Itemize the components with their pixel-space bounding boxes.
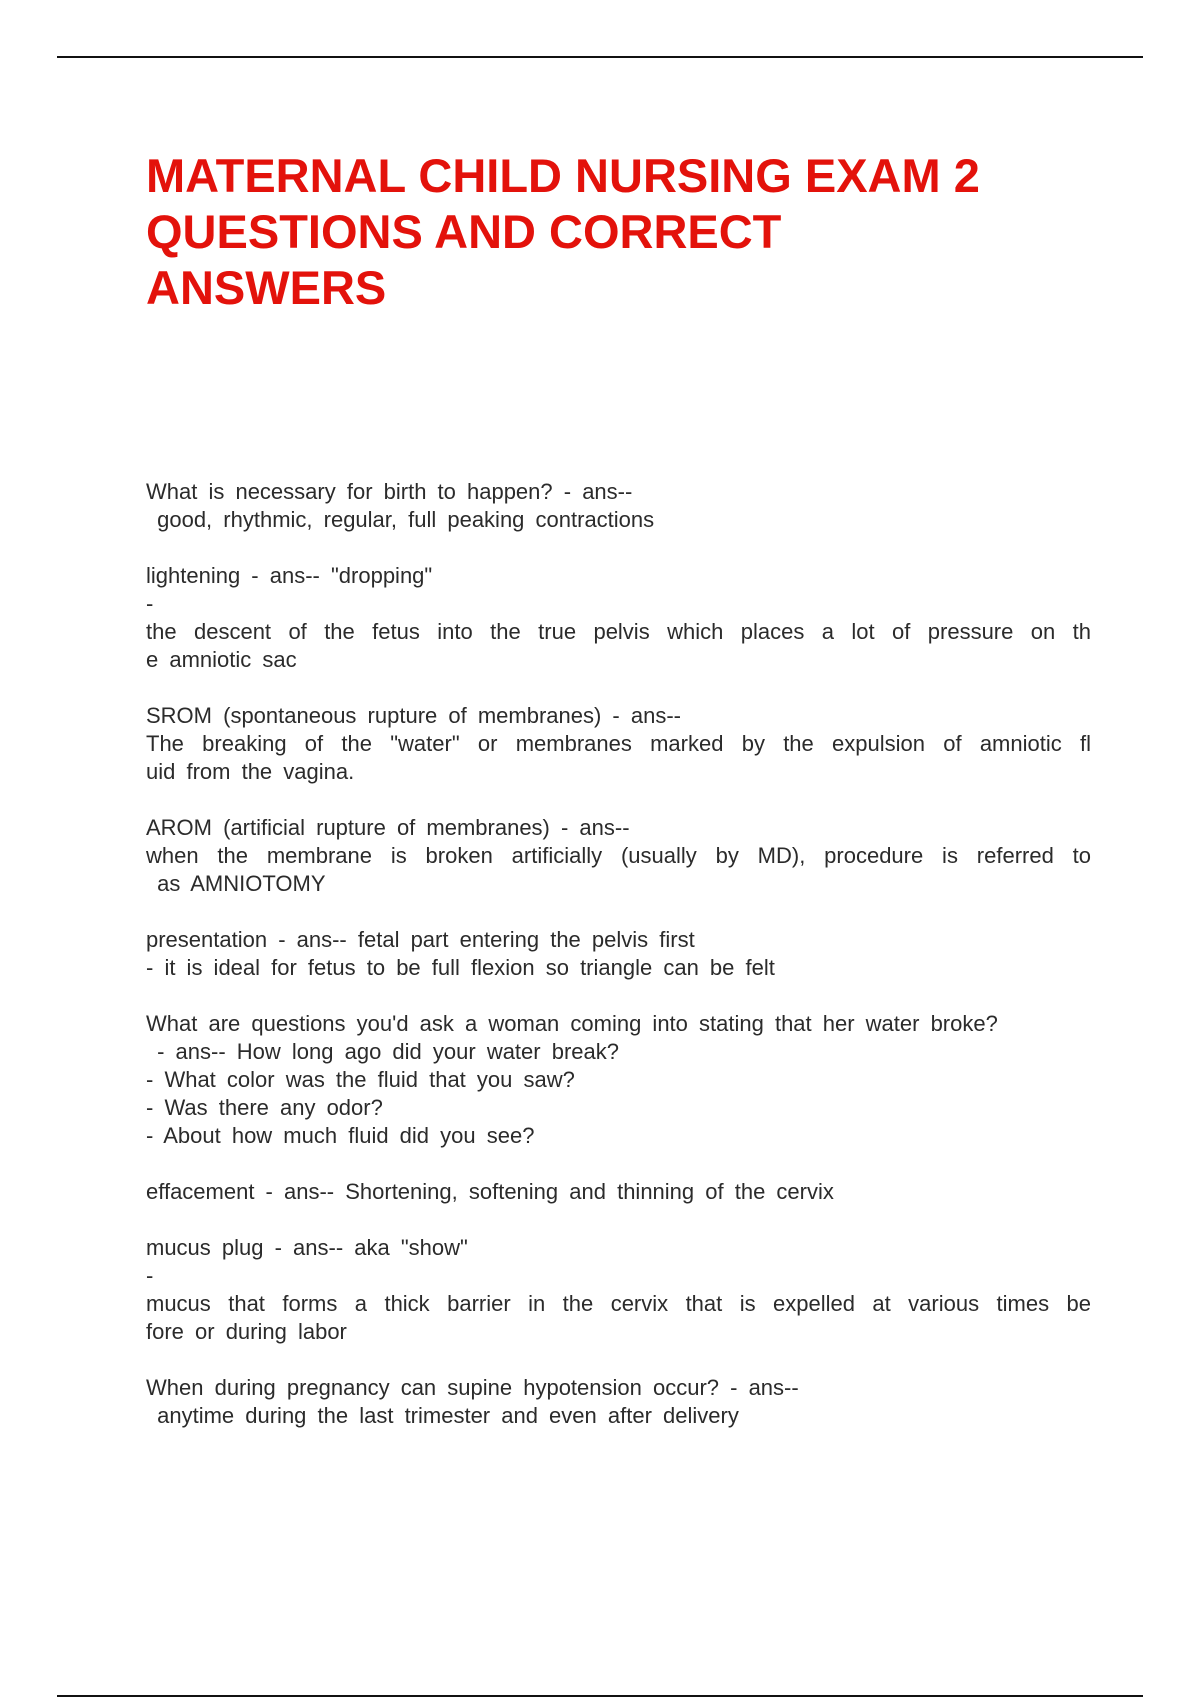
qa-line: - About how much fluid did you see? [146,1123,535,1148]
qa-item [146,1010,1091,1150]
qa-line: anytime during the last trimester and even after delivery [146,1403,739,1428]
title-line: ANSWERS [146,261,387,314]
qa-line: lightening - ans-- "dropping" [146,563,433,588]
qa-item [146,478,1091,534]
qa-line: SROM (spontaneous rupture of membranes) - ans-- [146,703,681,728]
qa-item [146,926,1091,982]
qa-line: When during pregnancy can supine hypotension occur? - ans-- [146,1375,799,1400]
qa-item [146,1374,1091,1430]
qa-line: good, rhythmic, regular, full peaking contractions [146,507,655,532]
qa-line: uid from the vagina. [146,759,355,784]
qa-line: - it is ideal for fetus to be full flexion so triangle can be felt [146,955,775,980]
qa-line: fore or during labor [146,1319,347,1344]
top-rule [57,56,1143,58]
qa-line: - [146,591,154,616]
title-line: MATERNAL CHILD NURSING EXAM 2 [146,149,980,202]
qa-item [146,562,1091,674]
qa-item [146,1178,1091,1206]
document-title [146,148,1086,316]
qa-line: - [146,1263,154,1288]
qa-line: mucus that forms a thick barrier in the cervix that is expelled at various times be [146,1291,1091,1316]
qa-line: - Was there any odor? [146,1095,383,1120]
qa-line: when the membrane is broken artificially (usually by MD), procedure is referred to [146,843,1091,868]
qa-line: presentation - ans-- fetal part entering the pelvis first [146,927,695,952]
qa-list [146,478,1091,1458]
qa-line: The breaking of the "water" or membranes marked by the expulsion of amniotic fl [146,731,1091,756]
qa-line: as AMNIOTOMY [146,871,326,896]
qa-line: What are questions you'd ask a woman coming into stating that her water broke? [146,1011,998,1036]
qa-item [146,702,1091,786]
qa-item [146,1234,1091,1346]
qa-line: AROM (artificial rupture of membranes) - ans-- [146,815,630,840]
qa-line: e amniotic sac [146,647,297,672]
title-line: QUESTIONS AND CORRECT [146,205,782,258]
bottom-rule [57,1695,1143,1697]
qa-line: the descent of the fetus into the true pelvis which places a lot of pressure on th [146,619,1091,644]
qa-line: What is necessary for birth to happen? - ans-- [146,479,633,504]
qa-line: effacement - ans-- Shortening, softening and thinning of the cervix [146,1179,834,1204]
qa-line: - ans-- How long ago did your water break? [146,1039,619,1064]
qa-item [146,814,1091,898]
qa-line: mucus plug - ans-- aka "show" [146,1235,468,1260]
qa-line: - What color was the fluid that you saw? [146,1067,575,1092]
